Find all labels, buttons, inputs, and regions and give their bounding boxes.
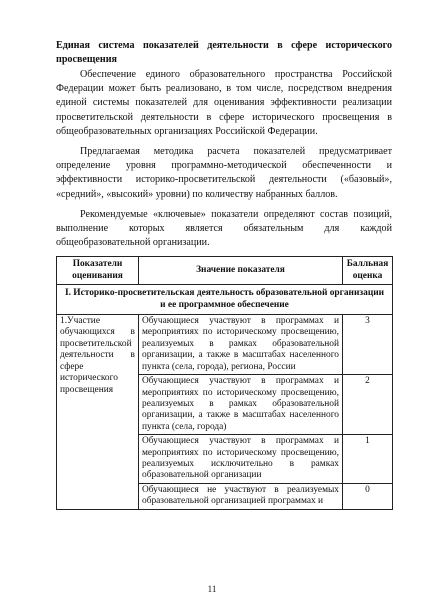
- score-cell: 2: [343, 375, 393, 435]
- value-cell: Обучающиеся не участвуют в реализуемых образовательной организацией программах и: [139, 483, 343, 509]
- section-heading: Единая система показателей деятельности в сфере исторического просвещения: [56, 40, 392, 65]
- header-value: Значение показателя: [139, 257, 343, 285]
- score-cell: 3: [343, 315, 393, 375]
- table-row: [57, 315, 393, 375]
- score-cell: 0: [343, 483, 393, 509]
- value-cell: Обучающиеся участвуют в программах и мероприятиях по историческому просвещению, реализуемых в рамках образовательной организации, а также в масштабах населенного пункта (села, города), региона, России: [139, 315, 343, 375]
- indicator-cell: 1.Участие обучающихся в просветительской деятельности в сфере исторического просвещения: [57, 315, 139, 510]
- table-header-row: [57, 257, 393, 285]
- indicators-table: [56, 256, 393, 509]
- header-indicators: Показатели оценивания: [57, 257, 139, 285]
- page-content: [56, 39, 392, 510]
- paragraph-2: Предлагаемая методика расчета показателей предусматривает определение уровня программно-методической обеспеченности и эффективности историко-просветительской деятельности («базовый», «средний», «высокий» уровни) по количеству набранных баллов.: [56, 146, 392, 200]
- header-score: Балльная оценка: [343, 257, 393, 285]
- value-cell: Обучающиеся участвуют в программах и мероприятиях по историческому просвещению, реализуемых исключительно в рамках образовательной организации: [139, 435, 343, 484]
- paragraph-3: Рекомендуемые «ключевые» показатели определяют состав позиций, выполнение которых является обязательным для каждой общеобразовательной организации.: [56, 208, 392, 249]
- section-title: I. Историко-просветительская деятельность образовательной организации и ее программное обеспечение: [57, 285, 393, 315]
- table-section-row: [57, 285, 393, 315]
- value-cell: Обучающиеся участвуют в программах и мероприятиях по историческому просвещению, реализуемых в рамках образовательной организации, а также в масштабах населенного пункта (села, города): [139, 375, 343, 435]
- page-number: 11: [207, 584, 217, 594]
- score-cell: 1: [343, 435, 393, 484]
- paragraph-1: Обеспечение единого образовательного пространства Российской Федерации может быть реализовано, в том числе, посредством внедрения единой системы показателей для оценивания эффективности реализации просветительской деятельности в сфере исторического просвещения в общеобразовательных организациях Российской Федерации.: [56, 69, 392, 137]
